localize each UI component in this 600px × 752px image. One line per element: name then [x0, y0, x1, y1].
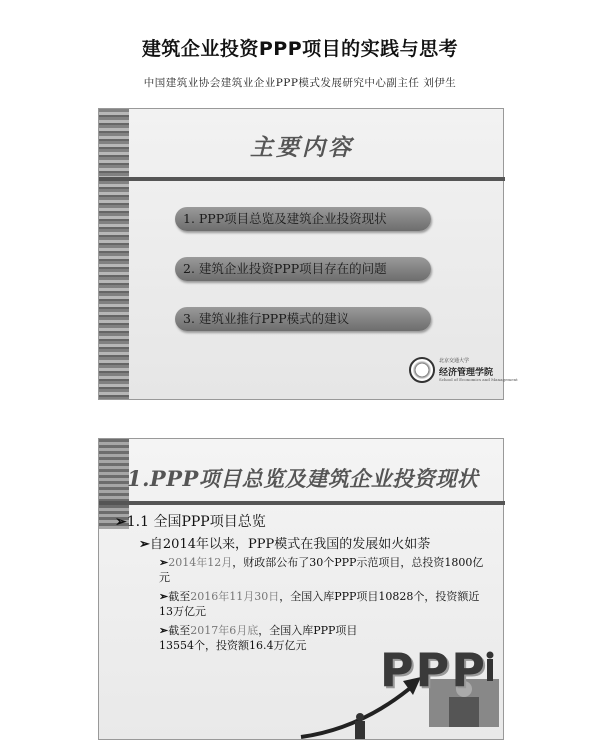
bullet-level-3: ➢截至2016年11月30日，全国入库PPP项目10828个，投资额近13万亿元 — [159, 590, 480, 618]
bullet-level-3: ➢截至2017年6月底，全国入库PPP项目13554个，投资额16.4万亿元 — [159, 624, 358, 652]
slide-heading: 主要内容 — [250, 134, 354, 161]
ppp-graphic-text: PPP — [379, 643, 487, 697]
page-subtitle: 中国建筑业协会建筑业企业PPP模式发展研究中心副主任 刘伊生 — [143, 77, 457, 89]
university-logo — [409, 357, 518, 387]
slide-overview — [98, 438, 504, 740]
bullet-level-3: ➢2014年12月，财政部公布了30个PPP示范项目，总投资1800亿元 — [159, 556, 484, 584]
university-seal-icon — [409, 357, 435, 383]
arrow-bullet-icon: ➢ — [115, 514, 127, 530]
arrow-bullet-icon: ➢ — [139, 537, 150, 552]
arrow-bullet-icon: ➢ — [159, 590, 169, 603]
contents-item-3: 3. 建筑业推行PPP模式的建议 — [175, 307, 431, 331]
slide-divider — [99, 177, 505, 181]
logo-line-2: 经济管理学院 — [439, 368, 494, 378]
arrow-bullet-icon: ➢ — [159, 556, 169, 569]
arrow-bullet-icon: ➢ — [159, 624, 169, 637]
contents-item-1: 1. PPP项目总览及建筑企业投资现状 — [175, 207, 431, 231]
contents-item-2: 2. 建筑企业投资PPP项目存在的问题 — [175, 257, 431, 281]
logo-line-1: 北京交通大学 — [439, 358, 470, 364]
bullet-level-2: ➢自2014年以来，PPP模式在我国的发展如火如荼 — [139, 537, 431, 552]
slide-heading: 1.PPP项目总览及建筑企业投资现状 — [127, 466, 479, 491]
slide-contents — [98, 108, 518, 400]
bullet-level-1: ➢1.1 全国PPP项目总览 — [115, 514, 266, 530]
slide-divider — [99, 501, 505, 505]
ppp-puzzle-graphic — [299, 629, 505, 741]
logo-line-3: School of Economics and Management — [439, 377, 518, 382]
page-title: 建筑企业投资PPP项目的实践与思考 — [141, 38, 459, 60]
